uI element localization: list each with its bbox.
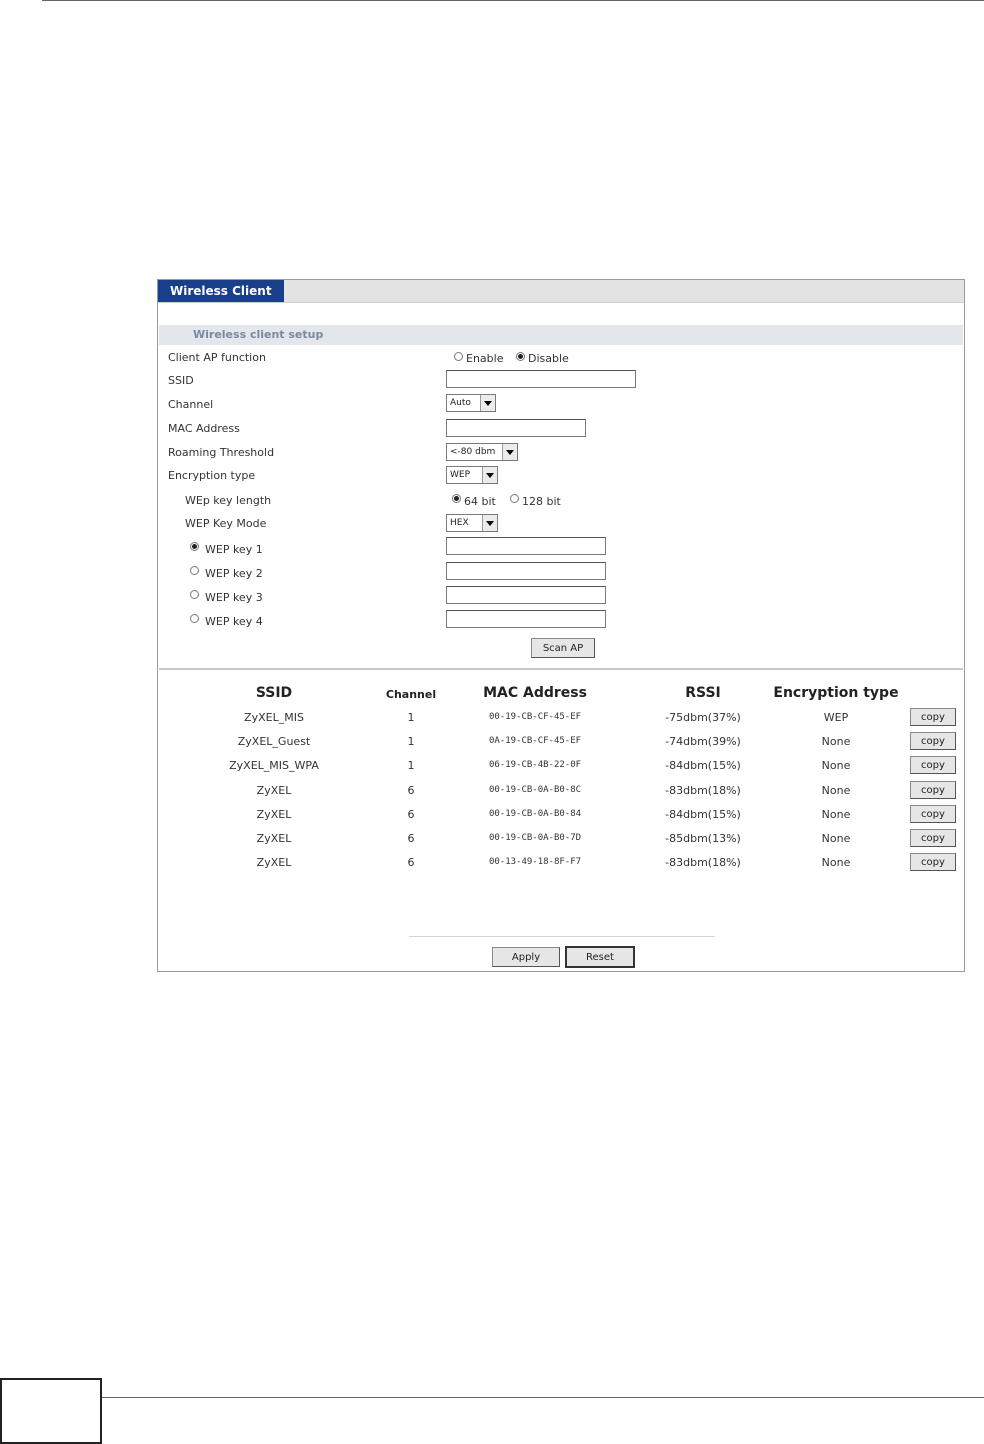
mac-address-input[interactable] (446, 419, 586, 437)
page-top-rule (42, 0, 984, 1)
row-rssi: -84dbm(15%) (665, 759, 741, 772)
wireless-client-panel (157, 279, 965, 972)
wep-key-mode-value: HEX (450, 518, 469, 528)
row-ssid: ZyXEL_Guest (237, 735, 311, 748)
client-ap-disable-radio[interactable] (516, 352, 525, 361)
page-bottom-rule (100, 1397, 984, 1398)
scan-ap-button[interactable]: Scan AP (531, 638, 595, 658)
wep-key-2-radio[interactable] (190, 566, 199, 575)
row-encryption: None (821, 856, 851, 869)
row-encryption: None (821, 735, 851, 748)
roaming-threshold-label: Roaming Threshold (168, 446, 275, 459)
tab-bar (158, 280, 964, 303)
copy-button[interactable]: copy (910, 732, 956, 750)
chevron-down-icon (502, 444, 517, 460)
section-title: Wireless client setup (159, 325, 963, 345)
wep-128bit-label: 128 bit (522, 495, 561, 508)
client-ap-enable-radio[interactable] (454, 352, 463, 361)
row-encryption: None (821, 759, 851, 772)
wep-64bit-radio[interactable] (452, 494, 461, 503)
row-mac: 06-19-CB-4B-22-0F (488, 760, 582, 770)
row-mac: 00-19-CB-0A-B0-84 (488, 809, 582, 819)
row-rssi: -74dbm(39%) (665, 735, 741, 748)
row-encryption: None (821, 832, 851, 845)
row-mac: 00-19-CB-0A-B0-8C (488, 785, 582, 795)
copy-button[interactable]: copy (910, 756, 956, 774)
chevron-down-icon (482, 467, 497, 483)
ssid-input[interactable] (446, 370, 636, 388)
encryption-type-value: WEP (450, 470, 471, 480)
wep-64bit-label: 64 bit (464, 495, 496, 508)
row-channel: 6 (407, 808, 415, 821)
row-mac: 0A-19-CB-CF-45-EF (488, 736, 582, 746)
row-channel: 6 (407, 856, 415, 869)
row-encryption: None (821, 808, 851, 821)
wep-key-mode-label: WEP Key Mode (185, 517, 267, 530)
row-mac: 00-19-CB-0A-B0-7D (488, 833, 582, 843)
wep-key-4-radio[interactable] (190, 614, 199, 623)
wep-key-1-label: WEP key 1 (205, 543, 263, 556)
ssid-label: SSID (168, 374, 194, 387)
row-channel: 6 (407, 832, 415, 845)
wep-key-2-input[interactable] (446, 562, 606, 580)
row-channel: 1 (407, 759, 415, 772)
row-rssi: -84dbm(15%) (665, 808, 741, 821)
encryption-type-label: Encryption type (168, 469, 256, 482)
wep-128bit-radio[interactable] (510, 494, 519, 503)
col-header-channel: Channel (385, 688, 437, 701)
copy-button[interactable]: copy (910, 805, 956, 823)
client-ap-disable-label: Disable (528, 352, 569, 365)
client-ap-function-label: Client AP function (168, 351, 266, 364)
row-channel: 1 (407, 735, 415, 748)
roaming-threshold-value: <-80 dbm (450, 447, 496, 457)
section-divider (159, 668, 963, 670)
reset-button[interactable]: Reset (565, 946, 635, 968)
wep-key-1-input[interactable] (446, 537, 606, 555)
apply-button[interactable]: Apply (492, 947, 560, 967)
encryption-type-select[interactable] (446, 466, 498, 484)
page-number-box (0, 1378, 102, 1444)
client-ap-enable-label: Enable (466, 352, 504, 365)
chevron-down-icon (482, 515, 497, 531)
row-ssid: ZyXEL (256, 784, 292, 797)
wep-key-4-label: WEP key 4 (205, 615, 263, 628)
row-channel: 6 (407, 784, 415, 797)
row-ssid: ZyXEL (256, 808, 292, 821)
channel-label: Channel (168, 398, 214, 411)
row-channel: 1 (407, 711, 415, 724)
wep-key-3-radio[interactable] (190, 590, 199, 599)
tab-wireless-client[interactable]: Wireless Client (158, 280, 284, 302)
roaming-threshold-select[interactable] (446, 443, 518, 461)
row-rssi: -83dbm(18%) (665, 784, 741, 797)
row-encryption: None (821, 784, 851, 797)
row-ssid: ZyXEL_MIS (244, 711, 304, 724)
channel-select[interactable] (446, 394, 496, 412)
row-rssi: -83dbm(18%) (665, 856, 741, 869)
wep-key-1-radio[interactable] (190, 542, 199, 551)
col-header-rssi: RSSI (685, 685, 721, 701)
wep-key-4-input[interactable] (446, 610, 606, 628)
copy-button[interactable]: copy (910, 781, 956, 799)
copy-button[interactable]: copy (910, 853, 956, 871)
row-mac: 00-19-CB-CF-45-EF (488, 712, 582, 722)
wep-key-mode-select[interactable] (446, 514, 498, 532)
wep-key-3-input[interactable] (446, 586, 606, 604)
row-rssi: -85dbm(13%) (665, 832, 741, 845)
col-header-encryption: Encryption type (773, 685, 899, 701)
copy-button[interactable]: copy (910, 829, 956, 847)
row-mac: 00-13-49-18-8F-F7 (488, 857, 582, 867)
col-header-mac: MAC Address (483, 685, 587, 701)
col-header-ssid: SSID (255, 685, 293, 701)
mac-address-label: MAC Address (168, 422, 240, 435)
chevron-down-icon (480, 395, 495, 411)
row-rssi: -75dbm(37%) (665, 711, 741, 724)
channel-select-value: Auto (450, 398, 471, 408)
wep-key-length-label: WEp key length (185, 494, 272, 507)
wep-key-2-label: WEP key 2 (205, 567, 263, 580)
wep-key-3-label: WEP key 3 (205, 591, 263, 604)
copy-button[interactable]: copy (910, 708, 956, 726)
row-ssid: ZyXEL (256, 832, 292, 845)
row-ssid: ZyXEL (256, 856, 292, 869)
row-encryption: WEP (823, 711, 849, 724)
row-ssid: ZyXEL_MIS_WPA (229, 759, 319, 772)
footer-divider (409, 936, 715, 937)
